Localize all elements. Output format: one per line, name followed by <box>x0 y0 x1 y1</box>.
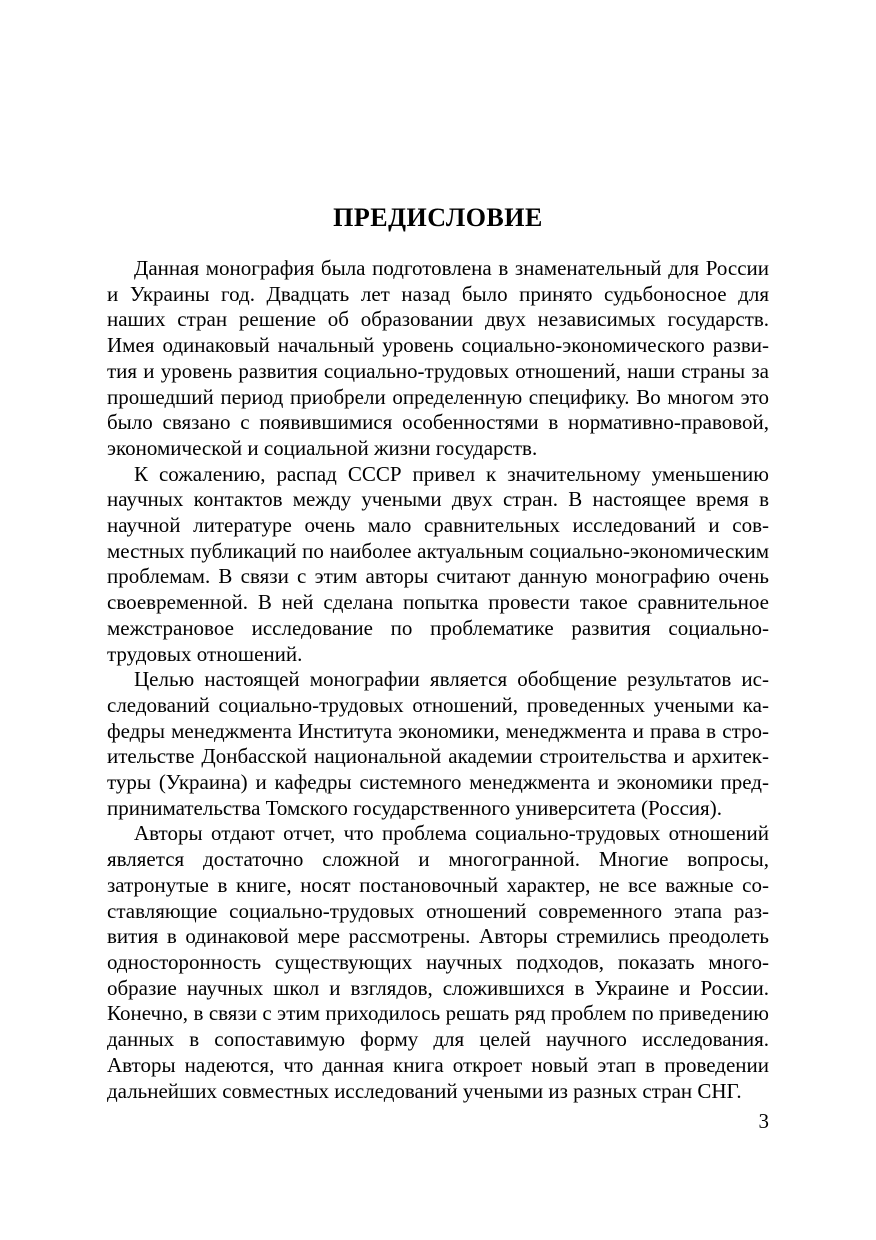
page-title: ПРЕДИСЛОВИЕ <box>333 203 543 232</box>
body-text <box>107 256 769 1104</box>
page-number: 3 <box>758 1109 769 1133</box>
paragraph-3: Целью настоящей монографии является обобщение результатов исследований социально-трудовых отношений, проведенных учеными кафедры менеджмента Института экономики, менеджмента и права в строительстве Донбасской национальной академии строительства и архитектуры (Украина) и кафедры системного менеджмента и экономики предпринимательства Томского государственного университета (Россия). <box>107 667 769 820</box>
paragraph-1: Данная монография была подготовлена в знаменательный для России и Украины год. Двадцать лет назад было принято судьбоносное для наших стран решение об образовании двух независимых государств. Имея одинаковый начальный уровень социально-экономического развития и уровень развития социально-трудовых отношений, наши страны за прошедший период приобрели определенную специфику. Во многом это было связано с появившимися особенностями в нормативно-правовой, экономической и социальной жизни государств. <box>107 256 769 460</box>
paragraph-4: Авторы отдают отчет, что проблема социально-трудовых отношений является достаточно сложной и многогранной. Многие вопросы, затронутые в книге, носят постановочный характер, не все важные составляющие социально-трудовых отношений современного этапа развития в одинаковой мере рассмотрены. Авторы стремились преодолеть односторонность существующих научных подходов, показать многообразие научных школ и взглядов, сложившихся в Украине и России. Конечно, в связи с этим приходилось решать ряд проблем по приведению данных в сопоставимую форму для целей научного исследования. Авторы надеются, что данная книга откроет новый этап в проведении дальнейших совместных исследований учеными из разных стран СНГ. <box>107 821 769 1103</box>
paragraph-2: К сожалению, распад СССР привел к значительному уменьшению научных контактов между учеными двух стран. В настоящее время в научной литературе очень мало сравнительных исследований и совместных публикаций по наиболее актуальным социально-экономическим проблемам. В связи с этим авторы считают данную монографию очень своевременной. В ней сделана попытка провести такое сравнительное межстрановое исследование по проблематике развития социально-трудовых отношений. <box>107 461 769 666</box>
